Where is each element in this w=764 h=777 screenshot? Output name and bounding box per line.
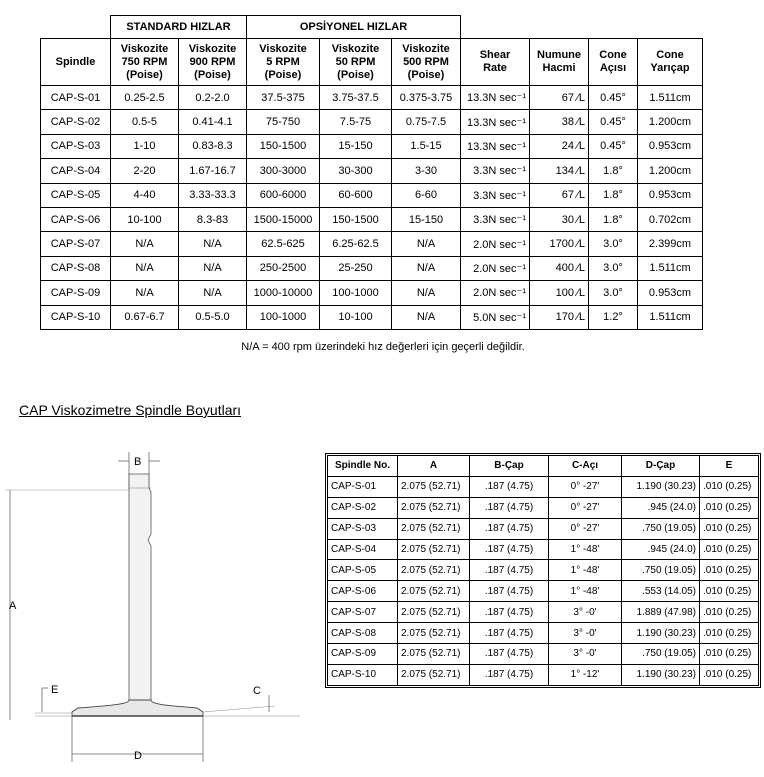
dim-table-cell: .187 (4.75) (470, 518, 549, 539)
dim-table-cell: 2.075 (52.71) (398, 560, 470, 581)
dim-table-cell: CAP-S-06 (328, 581, 398, 602)
table-row (41, 207, 703, 231)
table-cell: N/A (392, 305, 461, 329)
table-row (41, 183, 703, 207)
table-cell: 1.8° (589, 207, 638, 231)
dim-column-header: E (700, 456, 759, 477)
column-header: Spindle (41, 39, 111, 86)
dim-table-row (328, 539, 759, 560)
dim-table-cell: CAP-S-07 (328, 602, 398, 623)
table-cell: 1.2° (589, 305, 638, 329)
table-cell: 6.25-62.5 (320, 232, 392, 256)
table-cell: 3.0° (589, 281, 638, 305)
column-header: Numune Hacmi (530, 39, 589, 86)
table-row (41, 110, 703, 134)
dim-table-cell: .945 (24.0) (622, 497, 700, 518)
header-blank (461, 16, 703, 39)
dim-table-cell: .553 (14.05) (622, 581, 700, 602)
table-row (41, 86, 703, 110)
table-row (41, 232, 703, 256)
column-header: Viskozite 500 RPM (Poise) (392, 39, 461, 86)
dim-table-cell: .187 (4.75) (470, 623, 549, 644)
footnote: N/A = 400 rpm üzerindeki hız değerleri için geçerli değildir. (241, 341, 525, 353)
table-cell: 3.3N sec⁻¹ (461, 183, 530, 207)
table-cell: 10-100 (320, 305, 392, 329)
dim-table-cell: 2.075 (52.71) (398, 623, 470, 644)
table-row (41, 134, 703, 158)
table-cell: 1500-15000 (247, 207, 320, 231)
dim-table-cell: .010 (0.25) (700, 476, 759, 497)
table-cell: 3-30 (392, 159, 461, 183)
table-cell: 150-1500 (320, 207, 392, 231)
table-cell: CAP-S-04 (41, 159, 111, 183)
dim-table-cell: 1.190 (30.23) (622, 623, 700, 644)
table-cell: 67 ⁄L (530, 86, 589, 110)
dim-table-cell: 3° -0' (549, 644, 622, 665)
dim-table-cell: .187 (4.75) (470, 476, 549, 497)
group-header-standard: STANDARD HIZLAR (111, 16, 247, 39)
dim-table-cell: .010 (0.25) (700, 539, 759, 560)
table-cell: CAP-S-08 (41, 256, 111, 280)
table-cell: 0.45° (589, 134, 638, 158)
table-row (41, 159, 703, 183)
dim-table-row (328, 497, 759, 518)
table-cell: 134 ⁄L (530, 159, 589, 183)
dim-table-cell: 1° -12' (549, 664, 622, 685)
table-cell: 0.953cm (638, 134, 703, 158)
dim-table-row (328, 518, 759, 539)
dim-table-cell: .750 (19.05) (622, 518, 700, 539)
table-cell: 3.75-37.5 (320, 86, 392, 110)
dim-table-cell: .010 (0.25) (700, 518, 759, 539)
dim-table-cell: CAP-S-04 (328, 539, 398, 560)
table-cell: 3.33-33.3 (179, 183, 247, 207)
dim-table-cell: .187 (4.75) (470, 602, 549, 623)
dim-table-cell: .010 (0.25) (700, 664, 759, 685)
table-cell: 150-1500 (247, 134, 320, 158)
table-cell: 30-300 (320, 159, 392, 183)
dim-table-cell: 1° -48' (549, 581, 622, 602)
dim-table-cell: CAP-S-03 (328, 518, 398, 539)
dim-table-cell: 0° -27' (549, 476, 622, 497)
dim-table-cell: CAP-S-02 (328, 497, 398, 518)
table-cell: 1.511cm (638, 305, 703, 329)
table-cell: 0.5-5.0 (179, 305, 247, 329)
dim-table-row (328, 623, 759, 644)
table-cell: 0.41-4.1 (179, 110, 247, 134)
table-cell: N/A (392, 232, 461, 256)
table-cell: CAP-S-01 (41, 86, 111, 110)
dim-table-cell: 0° -27' (549, 518, 622, 539)
dim-table-cell: CAP-S-10 (328, 664, 398, 685)
table-cell: 7.5-75 (320, 110, 392, 134)
spindle-dimension-table (327, 455, 759, 686)
table-cell: 0.953cm (638, 183, 703, 207)
dim-table-cell: 2.075 (52.71) (398, 644, 470, 665)
dim-table-cell: 2.075 (52.71) (398, 539, 470, 560)
dim-table-cell: .010 (0.25) (700, 560, 759, 581)
table-cell: 100-1000 (247, 305, 320, 329)
table-cell: 15-150 (392, 207, 461, 231)
table-cell: 1.200cm (638, 159, 703, 183)
corner-blank (41, 16, 111, 39)
label-a: A (9, 600, 17, 612)
dim-table-cell: 1.190 (30.23) (622, 664, 700, 685)
table-cell: N/A (111, 281, 179, 305)
section-title: CAP Viskozimetre Spindle Boyutları (19, 402, 242, 418)
dim-table-cell: CAP-S-01 (328, 476, 398, 497)
table-row (41, 281, 703, 305)
table-cell: 8.3-83 (179, 207, 247, 231)
column-header: Viskozite 750 RPM (Poise) (111, 39, 179, 86)
table-cell: 1.8° (589, 159, 638, 183)
dim-table-cell: 3° -0' (549, 602, 622, 623)
dim-table-row (328, 602, 759, 623)
dim-table-cell: 1.190 (30.23) (622, 476, 700, 497)
dim-column-header: B-Çap (470, 456, 549, 477)
dim-column-header: Spindle No. (328, 456, 398, 477)
table-cell: 67 ⁄L (530, 183, 589, 207)
table-cell: 0.83-8.3 (179, 134, 247, 158)
spindle-shaft (129, 474, 151, 700)
table-cell: 0.45° (589, 86, 638, 110)
table-cell: 4-40 (111, 183, 179, 207)
column-header: Viskozite 50 RPM (Poise) (320, 39, 392, 86)
dim-table-cell: CAP-S-08 (328, 623, 398, 644)
label-e: E (51, 684, 59, 696)
table-cell: 0.75-7.5 (392, 110, 461, 134)
table-cell: 30 ⁄L (530, 207, 589, 231)
table-cell: 24 ⁄L (530, 134, 589, 158)
group-header-optional: OPSİYONEL HIZLAR (247, 16, 461, 39)
table-cell: 0.375-3.75 (392, 86, 461, 110)
table-cell: 0.2-2.0 (179, 86, 247, 110)
dim-table-row (328, 664, 759, 685)
table-cell: CAP-S-07 (41, 232, 111, 256)
table-cell: 0.45° (589, 110, 638, 134)
dim-table-cell: CAP-S-05 (328, 560, 398, 581)
table-cell: 38 ⁄L (530, 110, 589, 134)
column-header-row (41, 39, 703, 86)
table-cell: 1.511cm (638, 86, 703, 110)
table-cell: 13.3N sec⁻¹ (461, 110, 530, 134)
dim-table-cell: .945 (24.0) (622, 539, 700, 560)
dim-table-cell: .750 (19.05) (622, 560, 700, 581)
table-row (41, 256, 703, 280)
dim-table-cell: 2.075 (52.71) (398, 518, 470, 539)
table-cell: 2-20 (111, 159, 179, 183)
column-header: Cone Açısı (589, 39, 638, 86)
dim-table-cell: .010 (0.25) (700, 623, 759, 644)
table-cell: 1.200cm (638, 110, 703, 134)
dim-table-cell: .010 (0.25) (700, 497, 759, 518)
table-cell: N/A (179, 232, 247, 256)
dim-table-cell: CAP-S-09 (328, 644, 398, 665)
dim-table-cell: .750 (19.05) (622, 644, 700, 665)
table-cell: N/A (111, 232, 179, 256)
table-cell: CAP-S-02 (41, 110, 111, 134)
table-cell: 1-10 (111, 134, 179, 158)
dim-table-cell: 3° -0' (549, 623, 622, 644)
table-cell: 2.399cm (638, 232, 703, 256)
table-cell: 25-250 (320, 256, 392, 280)
dim-column-header: C-Açı (549, 456, 622, 477)
label-b: B (134, 456, 142, 468)
table-cell: 2.0N sec⁻¹ (461, 256, 530, 280)
table-cell: 1000-10000 (247, 281, 320, 305)
table-cell: 75-750 (247, 110, 320, 134)
dim-table-row (328, 581, 759, 602)
table-cell: 2.0N sec⁻¹ (461, 281, 530, 305)
table-cell: 170 ⁄L (530, 305, 589, 329)
dim-table-cell: .010 (0.25) (700, 644, 759, 665)
table-cell: N/A (179, 256, 247, 280)
dim-table-cell: 1° -48' (549, 539, 622, 560)
table-cell: CAP-S-09 (41, 281, 111, 305)
dim-table-cell: .187 (4.75) (470, 497, 549, 518)
table-cell: 1.67-16.7 (179, 159, 247, 183)
table-cell: 400 ⁄L (530, 256, 589, 280)
table-cell: 10-100 (111, 207, 179, 231)
column-header: Shear Rate (461, 39, 530, 86)
table-cell: 0.67-6.7 (111, 305, 179, 329)
dim-table-cell: 2.075 (52.71) (398, 664, 470, 685)
dim-table-cell: .010 (0.25) (700, 581, 759, 602)
dim-table-cell: 2.075 (52.71) (398, 602, 470, 623)
table-cell: 1.8° (589, 183, 638, 207)
table-cell: 600-6000 (247, 183, 320, 207)
table-cell: N/A (392, 281, 461, 305)
dim-table-row (328, 644, 759, 665)
dim-table-cell: .187 (4.75) (470, 560, 549, 581)
table-cell: 0.25-2.5 (111, 86, 179, 110)
dim-column-header: D-Çap (622, 456, 700, 477)
table-cell: 1.5-15 (392, 134, 461, 158)
table-cell: 6-60 (392, 183, 461, 207)
dim-table-cell: .187 (4.75) (470, 581, 549, 602)
dim-column-header: A (398, 456, 470, 477)
dim-table-cell: .187 (4.75) (470, 644, 549, 665)
dim-table-cell: 2.075 (52.71) (398, 497, 470, 518)
dim-table-cell: 0° -27' (549, 497, 622, 518)
dim-table-row (328, 560, 759, 581)
table-cell: 5.0N sec⁻¹ (461, 305, 530, 329)
table-cell: 37.5-375 (247, 86, 320, 110)
table-cell: 2.0N sec⁻¹ (461, 232, 530, 256)
table-cell: CAP-S-05 (41, 183, 111, 207)
dim-table-cell: 1.889 (47.98) (622, 602, 700, 623)
column-header: Viskozite 5 RPM (Poise) (247, 39, 320, 86)
label-d: D (134, 750, 142, 762)
table-cell: 300-3000 (247, 159, 320, 183)
table-cell: 13.3N sec⁻¹ (461, 134, 530, 158)
spindle-cone (72, 700, 203, 716)
viscosity-range-table (40, 15, 703, 330)
table-cell: 15-150 (320, 134, 392, 158)
spindle-dimension-diagram (0, 450, 300, 777)
label-c: C (253, 685, 261, 697)
table-cell: 100 ⁄L (530, 281, 589, 305)
table-cell: 0.5-5 (111, 110, 179, 134)
table-cell: 62.5-625 (247, 232, 320, 256)
table-cell: 250-2500 (247, 256, 320, 280)
table-cell: 3.0° (589, 232, 638, 256)
table-cell: CAP-S-10 (41, 305, 111, 329)
table-cell: 3.3N sec⁻¹ (461, 159, 530, 183)
table-row (41, 305, 703, 329)
table-cell: 13.3N sec⁻¹ (461, 86, 530, 110)
dim-table-cell: 1° -48' (549, 560, 622, 581)
column-header: Viskozite 900 RPM (Poise) (179, 39, 247, 86)
table-cell: CAP-S-03 (41, 134, 111, 158)
c-angle-line (203, 706, 275, 712)
table-cell: 0.953cm (638, 281, 703, 305)
dim-header-row (328, 456, 759, 477)
table-cell: N/A (111, 256, 179, 280)
table-cell: 3.0° (589, 256, 638, 280)
table-cell: CAP-S-06 (41, 207, 111, 231)
table-cell: 1.511cm (638, 256, 703, 280)
dim-table-cell: .010 (0.25) (700, 602, 759, 623)
table-cell: 100-1000 (320, 281, 392, 305)
dim-table-cell: 2.075 (52.71) (398, 581, 470, 602)
dim-table-cell: 2.075 (52.71) (398, 476, 470, 497)
table-cell: 0.702cm (638, 207, 703, 231)
dim-table-row (328, 476, 759, 497)
table-cell: N/A (392, 256, 461, 280)
dim-table-cell: .187 (4.75) (470, 539, 549, 560)
table-cell: 60-600 (320, 183, 392, 207)
dim-table-cell: .187 (4.75) (470, 664, 549, 685)
table-cell: N/A (179, 281, 247, 305)
table-cell: 3.3N sec⁻¹ (461, 207, 530, 231)
table-cell: 1700 ⁄L (530, 232, 589, 256)
column-header: Cone Yarıçap (638, 39, 703, 86)
